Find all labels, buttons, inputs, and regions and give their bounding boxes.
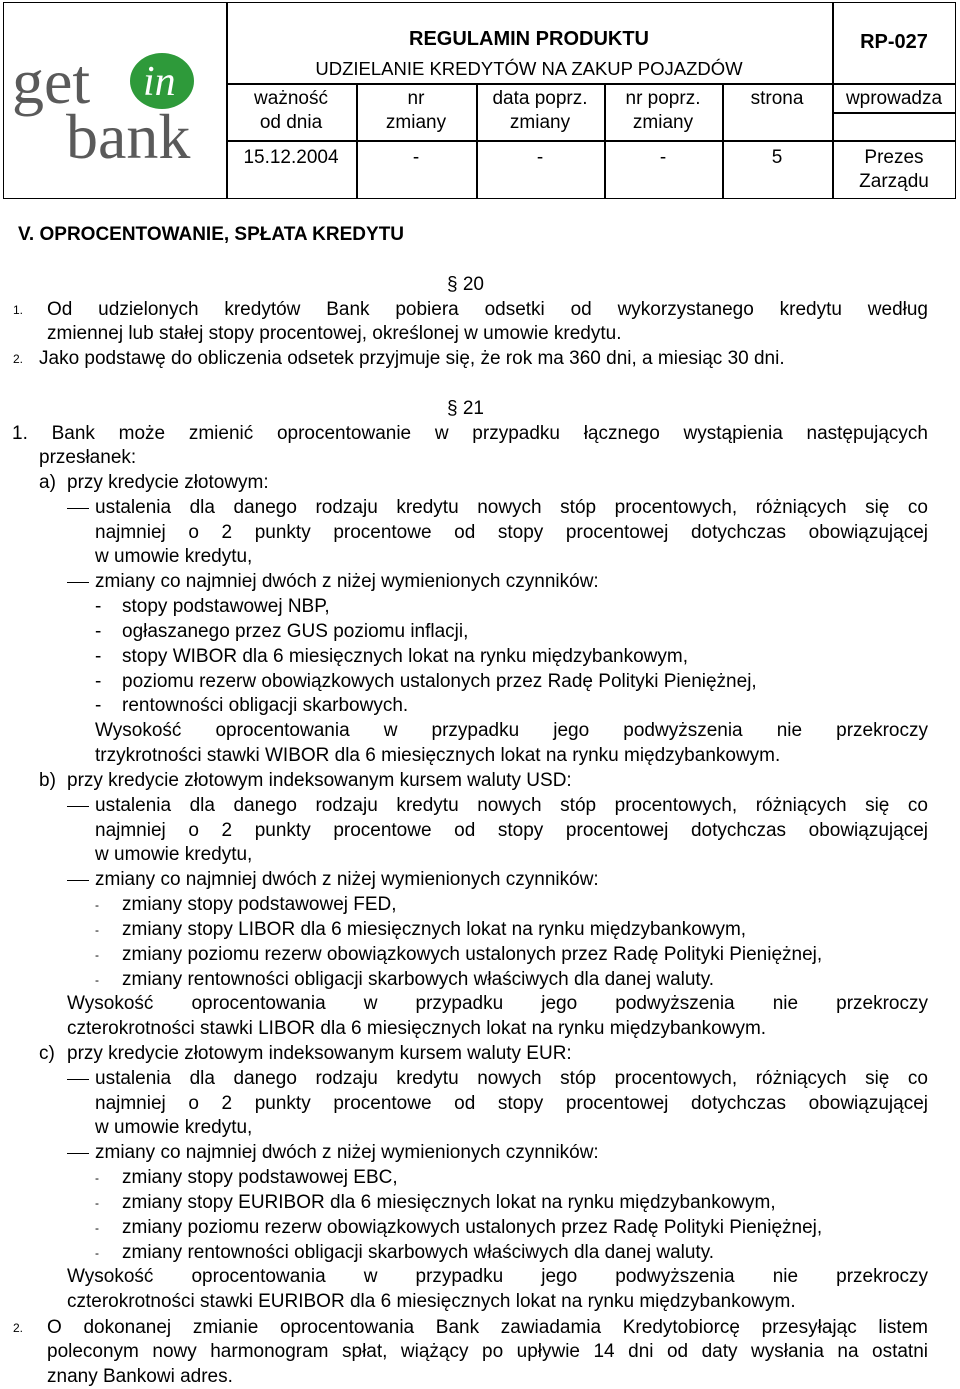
p21-a-item-4: poziomu rezerw obowiązkowych ustalonych przez Radę Polityki Pieniężnej, xyxy=(122,671,757,692)
p21-b-text: przy kredycie złotowym indeksowanym kursem waluty USD: xyxy=(67,770,572,791)
value-valid-from: 15.12.2004 xyxy=(243,147,339,168)
p21-a-label: a) xyxy=(39,472,56,493)
hyphen-marker: - xyxy=(95,646,102,667)
hyphen-marker: - xyxy=(95,948,99,962)
dash-marker xyxy=(67,1153,89,1154)
hyphen-marker: - xyxy=(95,1246,99,1260)
value-page: 5 xyxy=(771,147,783,168)
getinbank-logo xyxy=(10,43,222,165)
p21-a-note-line1: Wysokość oprocentowania w przypadku jego podwyższenia nie przekroczy xyxy=(95,720,928,741)
document-subtitle: UDZIELANIE KREDYTÓW NA ZAKUP POJAZDÓW xyxy=(315,58,743,79)
logo-text-in: in xyxy=(143,59,176,105)
p20-item1-number: 1. xyxy=(13,303,24,317)
col-header-prev-change-no: nr poprz. zmiany xyxy=(625,88,701,133)
p21-a-item-1: stopy podstawowej NBP, xyxy=(122,596,330,617)
p21-item1-line2: przesłanek: xyxy=(39,447,137,468)
dash-marker xyxy=(67,582,89,583)
document-header-table xyxy=(3,2,956,199)
p21-a-d1-line3: w umowie kredytu, xyxy=(95,546,253,567)
p20-item1-line2: zmiennej lub stałej stopy procentowej, określonej w umowie kredytu. xyxy=(47,323,622,344)
p21-a-d1-line2: najmniej o 2 punkty procentowe od stopy procentowej dotychczas obowiązującej xyxy=(95,522,928,543)
col-header-valid-from: ważność od dnia xyxy=(254,88,328,133)
p21-b-d2: zmiany co najmniej dwóch z niżej wymienionych czynników: xyxy=(95,869,599,890)
p21-item2-line2: poleconym nowy harmonogram spłat, wiążący po upływie 14 dni od daty wysłania na ostatni xyxy=(47,1341,928,1362)
p21-c-d1-line2: najmniej o 2 punkty procentowe od stopy procentowej dotychczas obowiązującej xyxy=(95,1093,928,1114)
p21-c-item-2: zmiany stopy EURIBOR dla 6 miesięcznych lokat na rynku międzybankowym, xyxy=(122,1192,776,1213)
hyphen-marker: - xyxy=(95,898,99,912)
p21-a-note-line2: trzykrotności stawki WIBOR dla 6 miesięcznych lokat na rynku międzybankowym. xyxy=(95,745,781,766)
dash-marker xyxy=(67,508,89,509)
p21-b-item-3: zmiany poziomu rezerw obowiązkowych ustalonych przez Radę Polityki Pieniężnej, xyxy=(122,944,823,965)
value-change-no: - xyxy=(412,147,420,168)
dash-marker xyxy=(67,880,89,881)
p21-a-item-3: stopy WIBOR dla 6 miesięcznych lokat na rynku międzybankowym, xyxy=(122,646,688,667)
hyphen-marker: - xyxy=(95,1221,99,1235)
p21-c-d1-line3: w umowie kredytu, xyxy=(95,1117,253,1138)
p21-b-item-4: zmiany rentowności obligacji skarbowych właściwych dla danej waluty. xyxy=(122,969,715,990)
document-title: REGULAMIN PRODUKTU xyxy=(409,28,649,50)
hyphen-marker: - xyxy=(95,695,102,716)
p21-b-d1-line1: ustalenia dla danego rodzaju kredytu nowych stóp procentowych, różniących się co xyxy=(95,795,928,816)
hyphen-marker: - xyxy=(95,1196,99,1210)
p20-item2-number: 2. xyxy=(13,352,24,366)
hyphen-marker: - xyxy=(95,973,99,987)
col-header-change-no: nr zmiany xyxy=(385,88,447,133)
p21-c-d2: zmiany co najmniej dwóch z niżej wymienionych czynników: xyxy=(95,1142,599,1163)
dash-marker xyxy=(67,1079,89,1080)
p20-item2-text: Jako podstawę do obliczenia odsetek przyjmuje się, że rok ma 360 dni, a miesiąc 30 dni. xyxy=(39,348,785,369)
p21-c-note-line1: Wysokość oprocentowania w przypadku jego podwyższenia nie przekroczy xyxy=(67,1266,928,1287)
col-header-prev-change-date: data poprz. zmiany xyxy=(492,88,588,133)
logo-text-get: get xyxy=(12,46,91,117)
p21-a-text: przy kredycie złotowym: xyxy=(67,472,269,493)
col-header-introduced-by: wprowadza xyxy=(845,88,943,109)
p21-c-text: przy kredycie złotowym indeksowanym kursem waluty EUR: xyxy=(67,1043,572,1064)
p21-b-note-line2: czterokrotności stawki LIBOR dla 6 miesięcznych lokat na rynku międzybankowym. xyxy=(67,1018,767,1039)
p21-c-note-line2: czterokrotności stawki EURIBOR dla 6 miesięcznych lokat na rynku międzybankowym. xyxy=(67,1291,796,1312)
p21-c-item-3: zmiany poziomu rezerw obowiązkowych ustalonych przez Radę Polityki Pieniężnej, xyxy=(122,1217,823,1238)
p21-item2-line1: O dokonanej zmianie oprocentowania Bank zawiadamia Kredytobiorcę przesyłając listem xyxy=(47,1317,928,1338)
p21-c-d1-line1: ustalenia dla danego rodzaju kredytu nowych stóp procentowych, różniących się co xyxy=(95,1068,928,1089)
p21-c-item-1: zmiany stopy podstawowej EBC, xyxy=(122,1167,398,1188)
value-prev-change-no: - xyxy=(659,147,667,168)
p21-a-d2: zmiany co najmniej dwóch z niżej wymienionych czynników: xyxy=(95,571,599,592)
p21-b-item-1: zmiany stopy podstawowej FED, xyxy=(122,894,397,915)
document-code: RP-027 xyxy=(860,31,928,53)
hyphen-marker: - xyxy=(95,671,102,692)
p21-c-label: c) xyxy=(39,1043,55,1064)
hyphen-marker: - xyxy=(95,596,102,617)
p21-item1-line1: 1. Bank może zmienić oprocentowanie w przypadku łącznego wystąpienia następujących xyxy=(12,423,928,444)
logo-text-bank: bank xyxy=(66,101,191,165)
p21-c-item-4: zmiany rentowności obligacji skarbowych właściwych dla danej waluty. xyxy=(122,1242,715,1263)
dash-marker xyxy=(67,806,89,807)
p21-a-item-2: ogłaszanego przez GUS poziomu inflacji, xyxy=(122,621,469,642)
p21-a-item-5: rentowności obligacji skarbowych. xyxy=(122,695,409,716)
p21-b-d1-line2: najmniej o 2 punkty procentowe od stopy procentowej dotychczas obowiązującej xyxy=(95,820,928,841)
p21-b-item-2: zmiany stopy LIBOR dla 6 miesięcznych lokat na rynku międzybankowym, xyxy=(122,919,747,940)
p21-item2-line3: znany Bankowi adres. xyxy=(47,1366,233,1387)
paragraph-20-sign: § 20 xyxy=(447,274,484,295)
col-header-page: strona xyxy=(750,88,804,109)
hyphen-marker: - xyxy=(95,1171,99,1185)
p21-b-d1-line3: w umowie kredytu, xyxy=(95,844,253,865)
p20-item1-line1: Od udzielonych kredytów Bank pobiera odsetki od wykorzystanego kredytu według xyxy=(47,299,928,320)
value-prev-change-date: - xyxy=(536,147,544,168)
paragraph-21-sign: § 21 xyxy=(447,398,484,419)
p21-b-label: b) xyxy=(39,770,56,791)
p21-item2-number: 2. xyxy=(13,1321,24,1335)
p21-a-d1-line1: ustalenia dla danego rodzaju kredytu nowych stóp procentowych, różniących się co xyxy=(95,497,928,518)
value-introduced-by: Prezes Zarządu xyxy=(859,147,929,192)
hyphen-marker: - xyxy=(95,923,99,937)
p21-b-note-line1: Wysokość oprocentowania w przypadku jego podwyższenia nie przekroczy xyxy=(67,993,928,1014)
section-title: V. OPROCENTOWANIE, SPŁATA KREDYTU xyxy=(18,224,405,245)
hyphen-marker: - xyxy=(95,621,102,642)
